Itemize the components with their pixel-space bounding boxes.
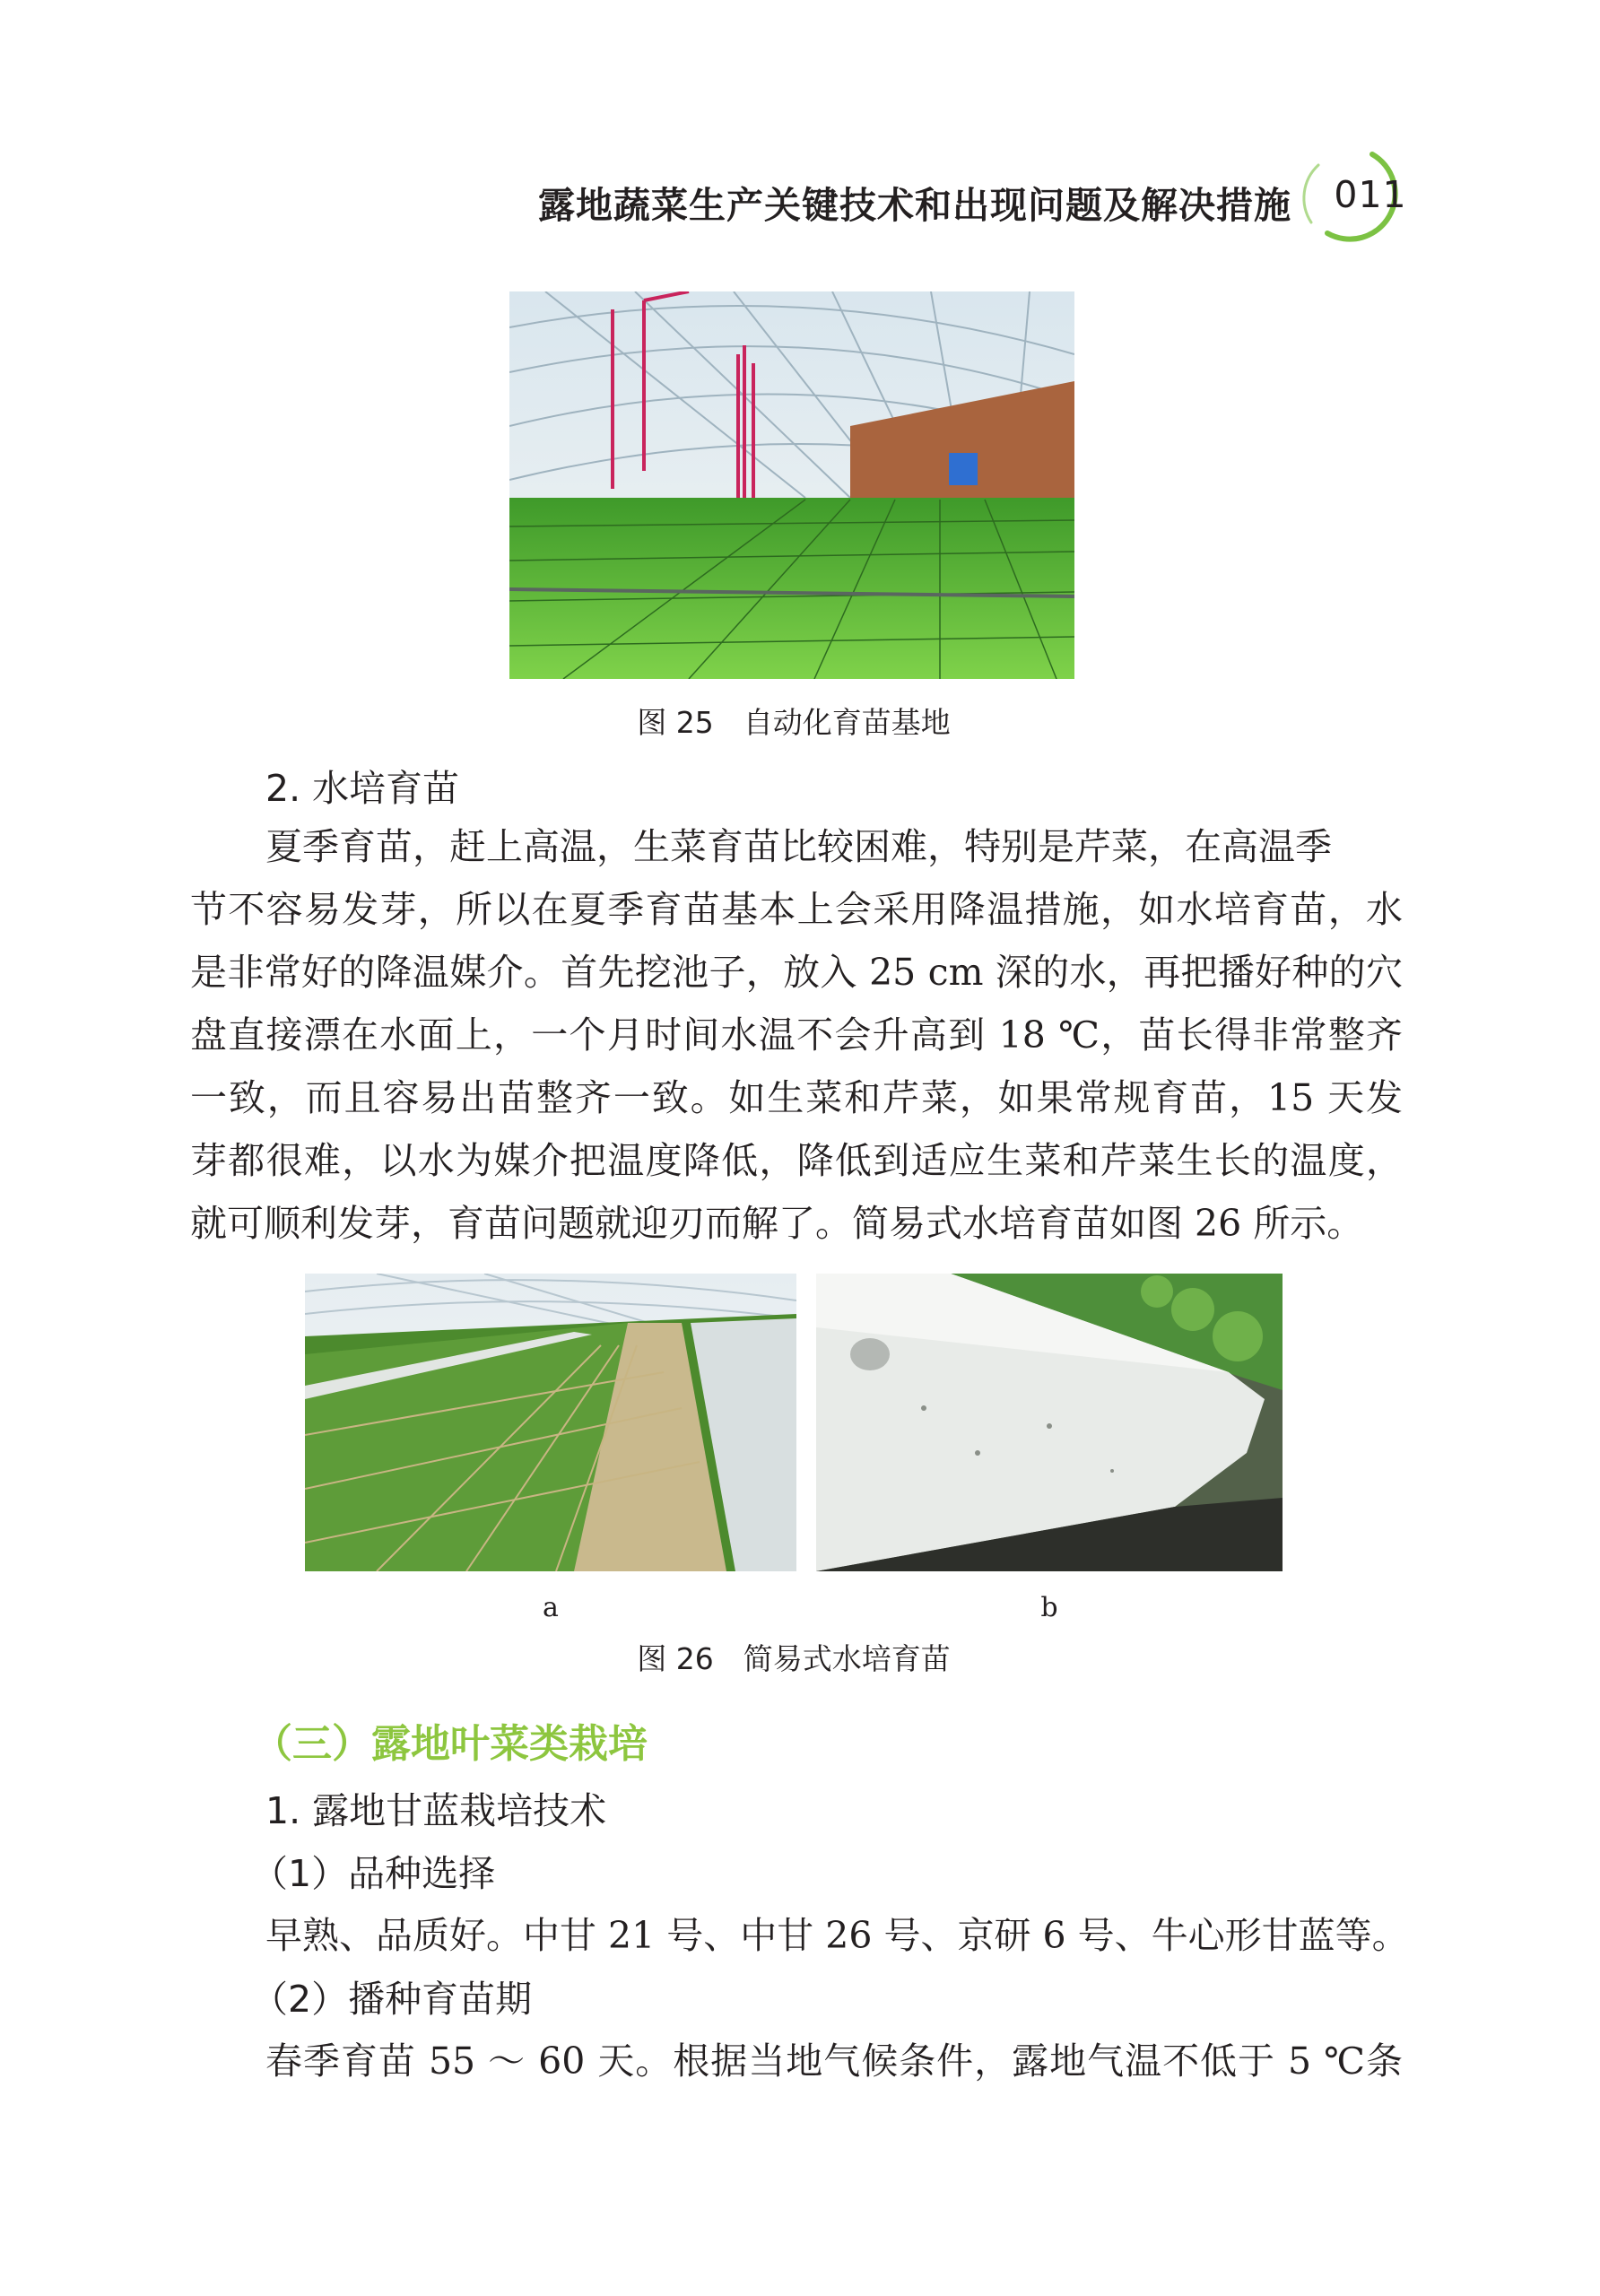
paragraph-line: 就可顺利发芽，育苗问题就迎刃而解了。简易式水培育苗如图 26 所示。 xyxy=(190,1202,1364,1245)
subsection-heading-cabbage: 1. 露地甘蓝栽培技术 xyxy=(265,1789,607,1832)
section-heading-hydroponic: 2. 水培育苗 xyxy=(265,767,460,810)
paragraph-line: 芽都很难，以水为媒介把温度降低，降低到适应生菜和芹菜生长的温度， xyxy=(190,1139,1403,1182)
paragraph-line: 夏季育苗，赶上高温，生菜育苗比较困难，特别是芹菜，在高温季 xyxy=(265,825,1332,868)
paragraph-line: 一致，而且容易出苗整齐一致。如生菜和芹菜，如果常规育苗，15 天发 xyxy=(190,1076,1403,1119)
figure-26a-label: a xyxy=(543,1592,559,1623)
section-heading-leafy-vegetables: （三）露地叶菜类栽培 xyxy=(253,1721,648,1767)
paragraph-line: 盘直接漂在水面上，一个月时间水温不会升高到 18 ℃，苗长得非常整齐 xyxy=(190,1013,1403,1057)
figure-26b-photo xyxy=(816,1274,1283,1571)
item-text-variety: 早熟、品质好。中甘 21 号、中甘 26 号、京研 6 号、牛心形甘蓝等。 xyxy=(265,1914,1409,1957)
figure-25-caption: 图 25 自动化育苗基地 xyxy=(637,705,951,740)
figure-26b-label: b xyxy=(1040,1592,1058,1623)
paragraph-line: 节不容易发芽，所以在夏季育苗基本上会采用降温措施，如水培育苗，水 xyxy=(190,888,1403,931)
running-title: 露地蔬菜生产关键技术和出现问题及解决措施 xyxy=(538,184,1291,227)
page-number: 011 xyxy=(1334,173,1407,216)
paragraph-line: 是非常好的降温媒介。首先挖池子，放入 25 cm 深的水，再把播好种的穴 xyxy=(190,951,1403,994)
figure-25-photo xyxy=(509,291,1074,679)
item-heading-variety: （1）品种选择 xyxy=(251,1852,496,1895)
figure-26a-photo xyxy=(305,1274,796,1571)
item-text-sowing: 春季育苗 55 ～ 60 天。根据当地气候条件，露地气温不低于 5 ℃条 xyxy=(265,2039,1403,2083)
figure-26-caption: 图 26 简易式水培育苗 xyxy=(637,1641,951,1676)
item-heading-sowing: （2）播种育苗期 xyxy=(251,1978,533,2021)
